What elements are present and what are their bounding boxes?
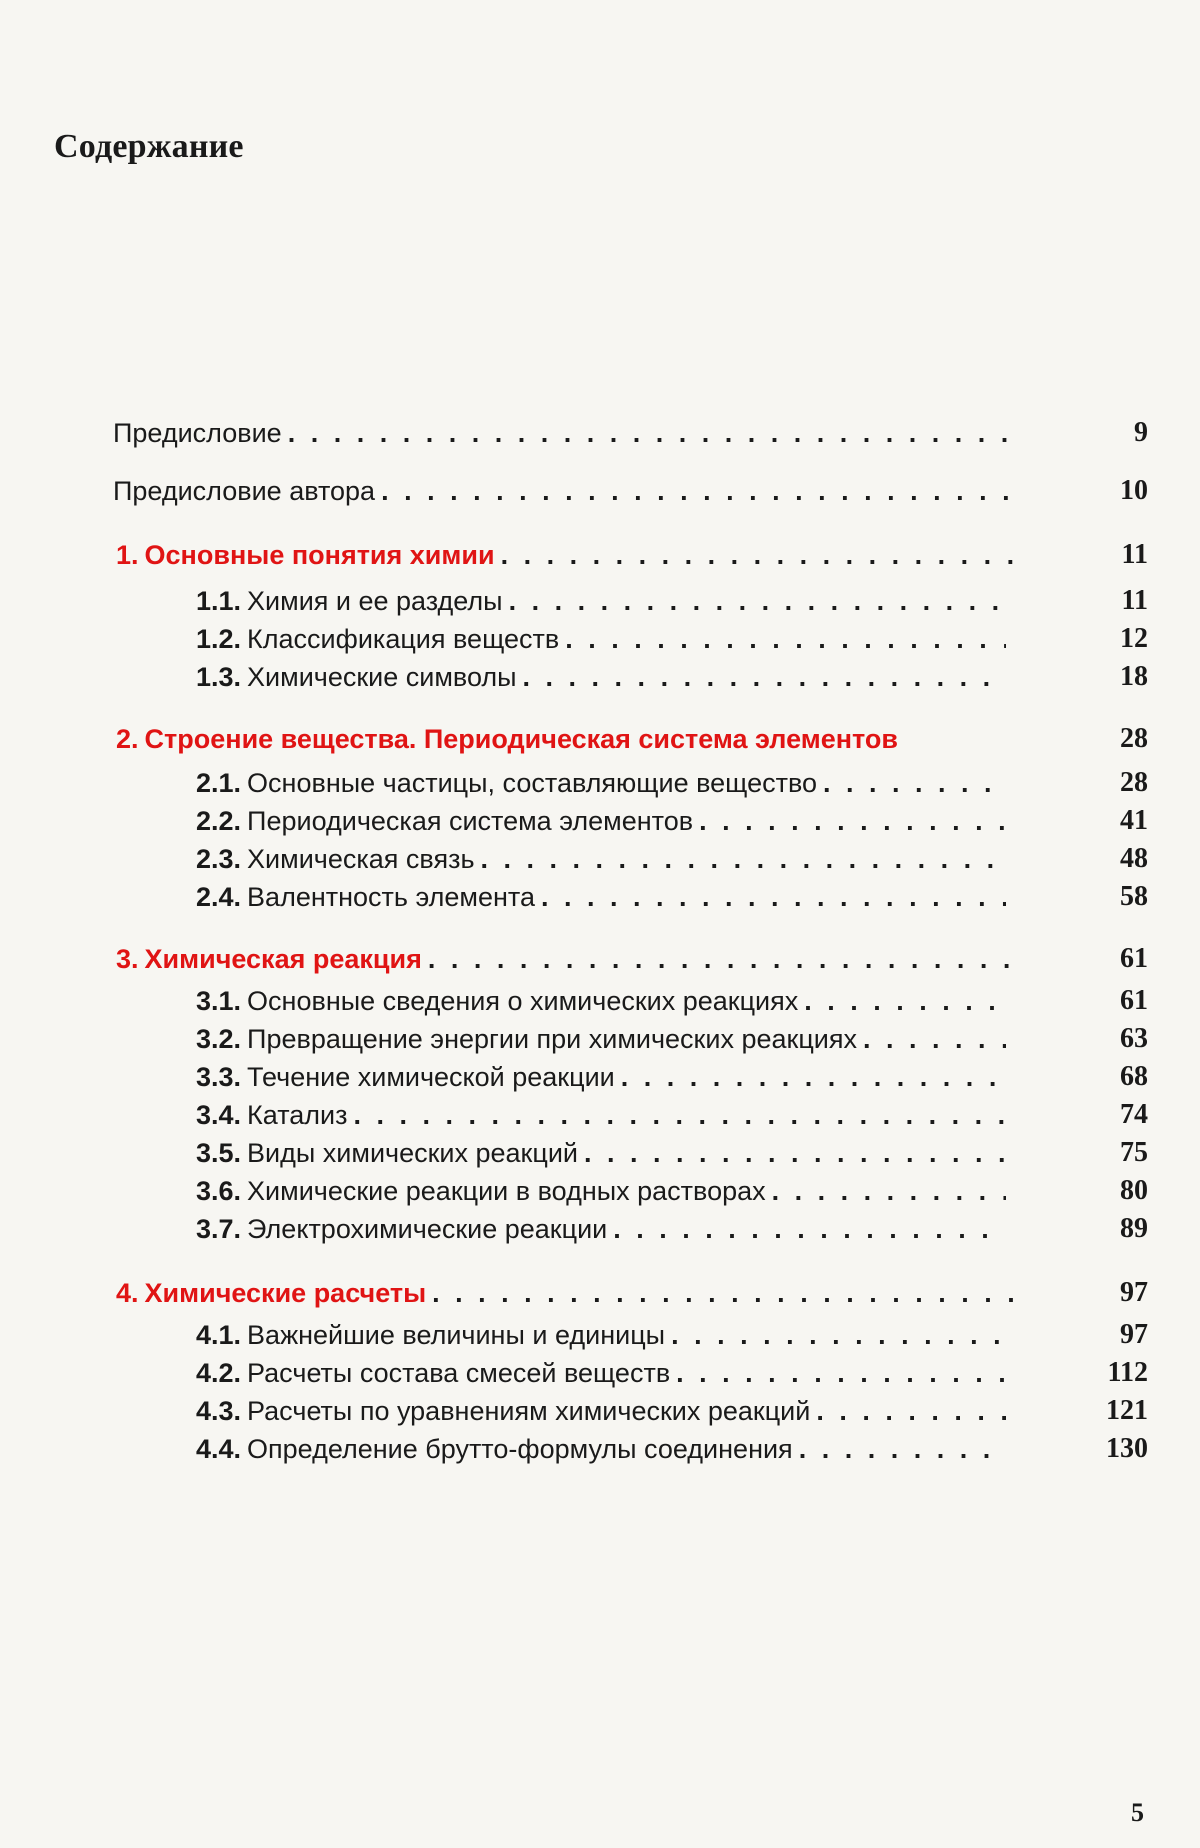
toc-section-entry — [196, 1356, 1006, 1390]
dot-leader — [823, 766, 1006, 800]
toc-entry-number: 3.2. — [196, 1024, 242, 1054]
toc-entry-number: 4.2. — [196, 1358, 242, 1388]
toc-page-number: 18 — [1120, 661, 1148, 692]
toc-page-number: 61 — [1120, 943, 1148, 974]
toc-entry-number: 1. — [116, 540, 139, 570]
toc-entry-number: 2.4. — [196, 882, 242, 912]
toc-entry-title — [196, 1356, 670, 1390]
toc-page-number: 97 — [1120, 1319, 1148, 1350]
toc-section-entry — [196, 1060, 1006, 1094]
toc-section-entry — [196, 804, 1006, 838]
toc-entry-label: Важнейшие величины и единицы — [247, 1320, 666, 1350]
toc-entry-number: 3.5. — [196, 1138, 242, 1168]
toc-entry-label: Химические расчеты — [144, 1278, 427, 1308]
toc-section-entry — [196, 842, 1006, 876]
toc-entry-title — [196, 1432, 793, 1466]
toc-entry-label: Виды химических реакций — [247, 1138, 578, 1168]
toc-entry-number: 3. — [116, 944, 139, 974]
toc-chapter-entry — [116, 942, 1016, 976]
toc-entry-label: Катализ — [247, 1100, 348, 1130]
toc-entry-number: 2. — [116, 724, 139, 754]
toc-section-entry — [196, 1432, 1006, 1466]
toc-section-entry — [196, 1136, 1006, 1170]
toc-section-entry — [196, 1394, 1006, 1428]
toc-page-number: 58 — [1120, 881, 1148, 912]
toc-entry-label: Валентность элемента — [247, 882, 536, 912]
toc-entry-label: Электрохимические реакции — [247, 1214, 608, 1244]
dot-leader — [523, 660, 1006, 694]
toc-entry-number: 4.4. — [196, 1434, 242, 1464]
toc-section-entry — [196, 1022, 1006, 1056]
toc-entry-label: Расчеты по уравнениям химических реакций — [247, 1396, 811, 1426]
toc-entry-label: Расчеты состава смесей веществ — [247, 1358, 671, 1388]
toc-entry-title — [196, 1394, 810, 1428]
toc-entry-number: 3.3. — [196, 1062, 242, 1092]
toc-entry-title — [196, 984, 798, 1018]
toc-page-number: 28 — [1120, 767, 1148, 798]
dot-leader — [671, 1318, 1006, 1352]
toc-entry-title — [196, 1060, 615, 1094]
dot-leader — [288, 416, 1012, 450]
dot-leader — [772, 1174, 1006, 1208]
toc-page-number: 41 — [1120, 805, 1148, 836]
toc-entry-number: 2.3. — [196, 844, 242, 874]
toc-section-entry — [196, 1098, 1006, 1132]
dot-leader — [816, 1394, 1006, 1428]
page-number: 5 — [1131, 1798, 1144, 1827]
toc-entry-title — [196, 1098, 348, 1132]
dot-leader — [613, 1212, 1006, 1246]
toc-entry-number: 1.1. — [196, 586, 242, 616]
toc-page-number: 12 — [1120, 623, 1148, 654]
toc-entry-title — [196, 1174, 766, 1208]
dot-leader — [565, 622, 1006, 656]
toc-entry-number: 1.3. — [196, 662, 242, 692]
toc-entry-number: 3.7. — [196, 1214, 242, 1244]
toc-entry-number: 2.2. — [196, 806, 242, 836]
toc-entry-number: 1.2. — [196, 624, 242, 654]
toc-entry-title — [196, 804, 693, 838]
toc-entry-label: Определение брутто-формулы соединения — [247, 1434, 793, 1464]
toc-chapter-entry — [116, 722, 1016, 756]
toc-page-number: 68 — [1120, 1061, 1148, 1092]
toc-entry-label: Строение вещества. Периодическая система элементов — [144, 724, 898, 754]
toc-entry-title — [116, 1276, 426, 1310]
dot-leader — [863, 1022, 1006, 1056]
toc-section-entry — [196, 660, 1006, 694]
toc-page-number: 63 — [1120, 1023, 1148, 1054]
dot-leader — [501, 538, 1016, 572]
toc-entry-title — [113, 474, 375, 508]
dot-leader — [621, 1060, 1006, 1094]
toc-page-number: 80 — [1120, 1175, 1148, 1206]
dot-leader — [804, 984, 1006, 1018]
toc-page-number: 9 — [1134, 417, 1148, 448]
toc-entry-number: 3.6. — [196, 1176, 242, 1206]
dot-leader — [541, 880, 1006, 914]
toc-page-number: 61 — [1120, 985, 1148, 1016]
dot-leader — [354, 1098, 1007, 1132]
toc-entry-title — [196, 660, 517, 694]
toc-entry-title — [196, 1212, 607, 1246]
dot-leader — [799, 1432, 1006, 1466]
toc-page-number: 75 — [1120, 1137, 1148, 1168]
toc-entry-label: Предисловие автора — [113, 476, 376, 506]
toc-section-entry — [196, 622, 1006, 656]
toc-entry-title — [116, 722, 898, 756]
toc-entry-title — [196, 842, 475, 876]
toc-entry-number: 4.1. — [196, 1320, 242, 1350]
toc-entry-label: Химические символы — [247, 662, 517, 692]
toc-entry-title — [116, 942, 422, 976]
toc-entry-title — [196, 584, 503, 618]
toc-entry-label: Основные сведения о химических реакциях — [247, 986, 799, 1016]
toc-page-number: 89 — [1120, 1213, 1148, 1244]
toc-entry-label: Превращение энергии при химических реакциях — [247, 1024, 857, 1054]
toc-page-number: 11 — [1121, 585, 1148, 616]
toc-page-number: 130 — [1106, 1433, 1148, 1464]
dot-leader — [481, 842, 1006, 876]
toc-entry-title — [196, 622, 559, 656]
toc-front-entry — [113, 474, 1012, 508]
toc-section-entry — [196, 1174, 1006, 1208]
dot-leader — [699, 804, 1006, 838]
toc-entry-number: 4. — [116, 1278, 139, 1308]
toc-page-number: 121 — [1106, 1395, 1148, 1426]
toc-section-entry — [196, 880, 1006, 914]
toc-section-entry — [196, 1212, 1006, 1246]
toc-chapter-entry — [116, 1276, 1016, 1310]
toc-section-entry — [196, 984, 1006, 1018]
toc-entry-number: 2.1. — [196, 768, 242, 798]
toc-entry-title — [196, 1318, 665, 1352]
dot-leader — [432, 1276, 1016, 1310]
toc-entry-label: Химическая связь — [247, 844, 475, 874]
page-title: Содержание — [54, 128, 244, 165]
toc-page-number: 74 — [1120, 1099, 1148, 1130]
toc-entry-number: 4.3. — [196, 1396, 242, 1426]
toc-entry-number: 3.1. — [196, 986, 242, 1016]
toc-entry-title — [196, 1136, 578, 1170]
toc-entry-label: Предисловие — [113, 418, 282, 448]
toc-page-number: 48 — [1120, 843, 1148, 874]
toc-entry-label: Классификация веществ — [247, 624, 560, 654]
toc-section-entry — [196, 766, 1006, 800]
toc-entry-title — [113, 416, 282, 450]
toc-entry-label: Периодическая система элементов — [247, 806, 694, 836]
toc-section-entry — [196, 1318, 1006, 1352]
toc-entry-label: Химические реакции в водных растворах — [247, 1176, 766, 1206]
toc-front-entry — [113, 416, 1012, 450]
toc-entry-title — [196, 766, 817, 800]
toc-page-number: 10 — [1120, 475, 1148, 506]
toc-entry-label: Основные частицы, составляющие вещество — [247, 768, 818, 798]
toc-page-number: 11 — [1121, 539, 1148, 570]
dot-leader — [676, 1356, 1006, 1390]
toc-entry-title — [116, 538, 495, 572]
dot-leader — [381, 474, 1012, 508]
toc-section-entry — [196, 584, 1006, 618]
toc-entry-label: Течение химической реакции — [247, 1062, 615, 1092]
toc-entry-title — [196, 880, 535, 914]
dot-leader — [509, 584, 1006, 618]
toc-entry-number: 3.4. — [196, 1100, 242, 1130]
toc-page-number: 28 — [1120, 723, 1148, 754]
toc-entry-title — [196, 1022, 857, 1056]
dot-leader — [584, 1136, 1006, 1170]
toc-entry-label: Химическая реакция — [144, 944, 422, 974]
toc-page-number: 97 — [1120, 1277, 1148, 1308]
toc-entry-label: Химия и ее разделы — [247, 586, 503, 616]
dot-leader — [428, 942, 1016, 976]
toc-chapter-entry — [116, 538, 1016, 572]
toc-entry-label: Основные понятия химии — [144, 540, 495, 570]
toc-page-number: 112 — [1107, 1357, 1148, 1388]
